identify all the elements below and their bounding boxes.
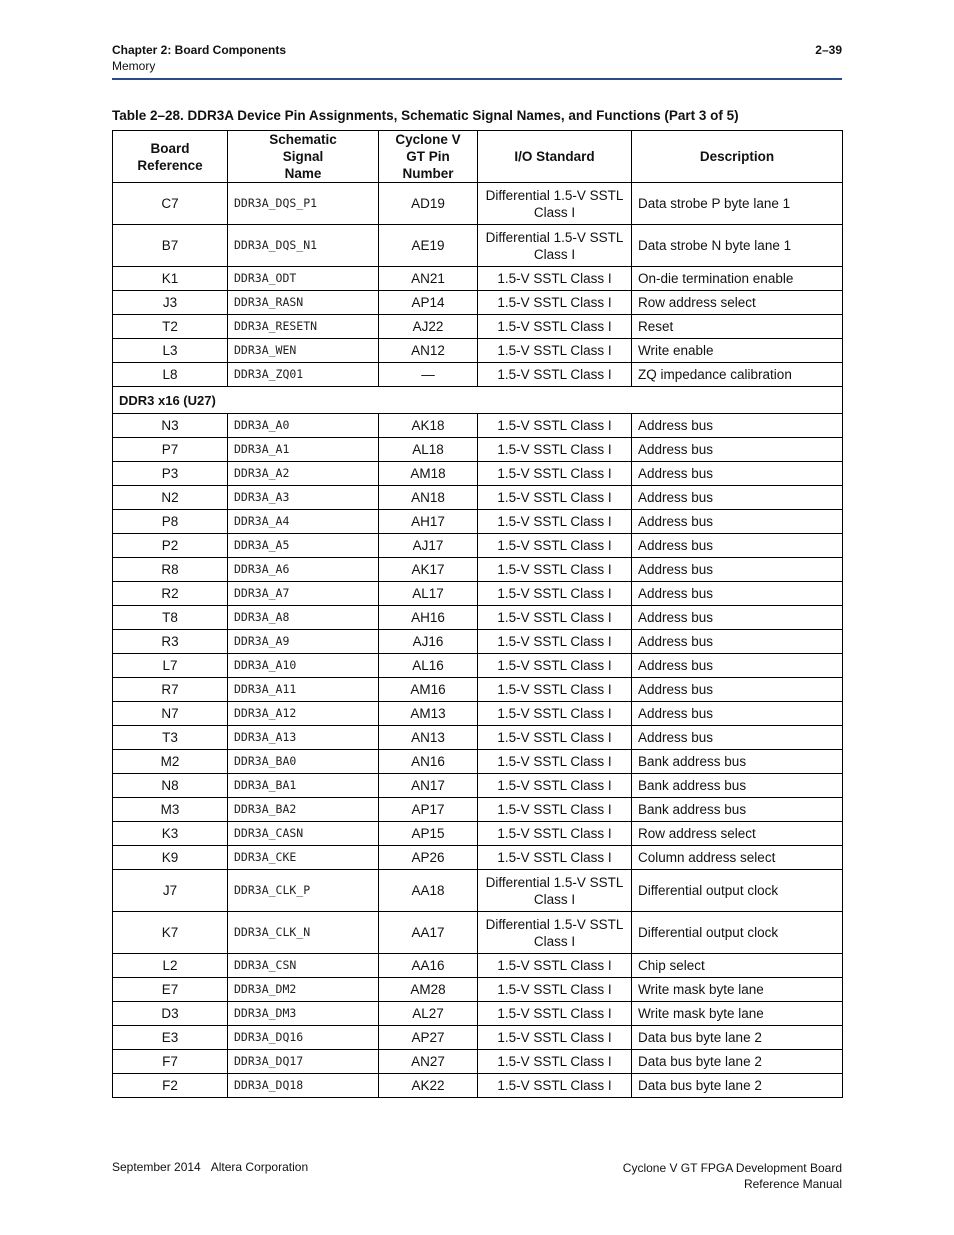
cell-io-standard: Differential 1.5-V SSTL Class I <box>478 912 632 954</box>
cell-description: Address bus <box>632 534 843 558</box>
table-group-row <box>113 387 843 414</box>
footer-doc-subtitle: Reference Manual <box>743 1177 842 1191</box>
table-row <box>113 438 843 462</box>
cell-description: Data bus byte lane 2 <box>632 1050 843 1074</box>
group-label: DDR3 x16 (U27) <box>113 387 843 414</box>
cell-signal-name: DDR3A_ZQ01 <box>228 363 379 387</box>
cell-board-reference: F2 <box>113 1074 228 1098</box>
cell-pin-number: AN13 <box>379 726 478 750</box>
cell-board-reference: N7 <box>113 702 228 726</box>
cell-io-standard: 1.5-V SSTL Class I <box>478 1050 632 1074</box>
cell-description: Data strobe P byte lane 1 <box>632 183 843 225</box>
table-row <box>113 462 843 486</box>
cell-board-reference: R7 <box>113 678 228 702</box>
cell-pin-number: AN12 <box>379 339 478 363</box>
cell-io-standard: 1.5-V SSTL Class I <box>478 1026 632 1050</box>
cell-signal-name: DDR3A_WEN <box>228 339 379 363</box>
cell-signal-name: DDR3A_DM2 <box>228 978 379 1002</box>
cell-description: Data strobe N byte lane 1 <box>632 225 843 267</box>
cell-board-reference: P2 <box>113 534 228 558</box>
cell-pin-number: AH16 <box>379 606 478 630</box>
cell-board-reference: M3 <box>113 798 228 822</box>
cell-description: Bank address bus <box>632 774 843 798</box>
cell-io-standard: 1.5-V SSTL Class I <box>478 534 632 558</box>
cell-io-standard: 1.5-V SSTL Class I <box>478 315 632 339</box>
cell-signal-name: DDR3A_A3 <box>228 486 379 510</box>
cell-io-standard: 1.5-V SSTL Class I <box>478 630 632 654</box>
cell-description: Differential output clock <box>632 870 843 912</box>
table-row <box>113 267 843 291</box>
cell-signal-name: DDR3A_A6 <box>228 558 379 582</box>
cell-pin-number: AJ22 <box>379 315 478 339</box>
cell-signal-name: DDR3A_CASN <box>228 822 379 846</box>
cell-io-standard: 1.5-V SSTL Class I <box>478 954 632 978</box>
cell-board-reference: L8 <box>113 363 228 387</box>
cell-signal-name: DDR3A_CLK_N <box>228 912 379 954</box>
cell-description: Address bus <box>632 438 843 462</box>
col-header-pin-number-text: Cyclone V GT Pin Number <box>395 132 461 181</box>
cell-description: Column address select <box>632 846 843 870</box>
cell-board-reference: E7 <box>113 978 228 1002</box>
footer-right <box>623 1160 842 1192</box>
cell-pin-number: AP27 <box>379 1026 478 1050</box>
cell-io-standard: 1.5-V SSTL Class I <box>478 774 632 798</box>
cell-signal-name: DDR3A_DM3 <box>228 1002 379 1026</box>
cell-pin-number: AK17 <box>379 558 478 582</box>
cell-description: Write mask byte lane <box>632 1002 843 1026</box>
cell-board-reference: K3 <box>113 822 228 846</box>
cell-description: Address bus <box>632 630 843 654</box>
cell-signal-name: DDR3A_CSN <box>228 954 379 978</box>
cell-pin-number: AN18 <box>379 486 478 510</box>
cell-io-standard: 1.5-V SSTL Class I <box>478 510 632 534</box>
cell-signal-name: DDR3A_A2 <box>228 462 379 486</box>
cell-description: Write enable <box>632 339 843 363</box>
cell-signal-name: DDR3A_DQ18 <box>228 1074 379 1098</box>
cell-board-reference: N2 <box>113 486 228 510</box>
cell-pin-number: AL17 <box>379 582 478 606</box>
cell-board-reference: K7 <box>113 912 228 954</box>
cell-signal-name: DDR3A_A5 <box>228 534 379 558</box>
cell-description: Address bus <box>632 678 843 702</box>
cell-signal-name: DDR3A_DQS_P1 <box>228 183 379 225</box>
table-row <box>113 510 843 534</box>
cell-pin-number: AM16 <box>379 678 478 702</box>
cell-io-standard: 1.5-V SSTL Class I <box>478 582 632 606</box>
table-row <box>113 606 843 630</box>
cell-pin-number: AP15 <box>379 822 478 846</box>
cell-pin-number: AL18 <box>379 438 478 462</box>
cell-io-standard: 1.5-V SSTL Class I <box>478 291 632 315</box>
cell-board-reference: R2 <box>113 582 228 606</box>
cell-description: Address bus <box>632 558 843 582</box>
table-row <box>113 291 843 315</box>
table-row <box>113 654 843 678</box>
cell-signal-name: DDR3A_A7 <box>228 582 379 606</box>
cell-board-reference: B7 <box>113 225 228 267</box>
cell-signal-name: DDR3A_A13 <box>228 726 379 750</box>
cell-pin-number: AH17 <box>379 510 478 534</box>
cell-signal-name: DDR3A_A1 <box>228 438 379 462</box>
cell-board-reference: J7 <box>113 870 228 912</box>
cell-description: Address bus <box>632 606 843 630</box>
cell-board-reference: F7 <box>113 1050 228 1074</box>
col-header-signal-name-text: Schematic Signal Name <box>269 132 337 181</box>
cell-io-standard: 1.5-V SSTL Class I <box>478 486 632 510</box>
cell-io-standard: 1.5-V SSTL Class I <box>478 462 632 486</box>
cell-signal-name: DDR3A_BA0 <box>228 750 379 774</box>
cell-description: Address bus <box>632 654 843 678</box>
cell-io-standard: 1.5-V SSTL Class I <box>478 1074 632 1098</box>
col-header-io-standard: I/O Standard <box>478 131 632 183</box>
cell-io-standard: 1.5-V SSTL Class I <box>478 726 632 750</box>
table-row <box>113 1002 843 1026</box>
cell-description: Reset <box>632 315 843 339</box>
cell-io-standard: 1.5-V SSTL Class I <box>478 750 632 774</box>
table-row <box>113 678 843 702</box>
table-header-row <box>113 131 843 183</box>
cell-io-standard: 1.5-V SSTL Class I <box>478 438 632 462</box>
cell-board-reference: C7 <box>113 183 228 225</box>
table-row <box>113 978 843 1002</box>
table-row <box>113 534 843 558</box>
cell-description: Address bus <box>632 462 843 486</box>
cell-io-standard: Differential 1.5-V SSTL Class I <box>478 870 632 912</box>
chapter-title: Chapter 2: Board Components <box>112 43 287 57</box>
cell-description: Write mask byte lane <box>632 978 843 1002</box>
cell-io-standard: 1.5-V SSTL Class I <box>478 1002 632 1026</box>
cell-signal-name: DDR3A_RASN <box>228 291 379 315</box>
table-row <box>113 750 843 774</box>
cell-pin-number: AM18 <box>379 462 478 486</box>
cell-description: Address bus <box>632 414 843 438</box>
cell-signal-name: DDR3A_DQ16 <box>228 1026 379 1050</box>
cell-pin-number: AP26 <box>379 846 478 870</box>
cell-signal-name: DDR3A_A10 <box>228 654 379 678</box>
table-body <box>113 183 843 1098</box>
cell-signal-name: DDR3A_A0 <box>228 414 379 438</box>
cell-description: Chip select <box>632 954 843 978</box>
cell-io-standard: 1.5-V SSTL Class I <box>478 846 632 870</box>
table-row <box>113 954 843 978</box>
cell-pin-number: AJ16 <box>379 630 478 654</box>
cell-pin-number: AJ17 <box>379 534 478 558</box>
footer-doc-title: Cyclone V GT FPGA Development Board <box>622 1161 842 1175</box>
cell-board-reference: N8 <box>113 774 228 798</box>
cell-board-reference: E3 <box>113 1026 228 1050</box>
table-row <box>113 702 843 726</box>
cell-pin-number: AP17 <box>379 798 478 822</box>
cell-board-reference: L3 <box>113 339 228 363</box>
cell-board-reference: T2 <box>113 315 228 339</box>
cell-signal-name: DDR3A_BA1 <box>228 774 379 798</box>
cell-io-standard: Differential 1.5-V SSTL Class I <box>478 183 632 225</box>
cell-pin-number: AM28 <box>379 978 478 1002</box>
cell-description: Address bus <box>632 582 843 606</box>
cell-io-standard: 1.5-V SSTL Class I <box>478 678 632 702</box>
table-caption: Table 2–28. DDR3A Device Pin Assignments, Schematic Signal Names, and Functions (Part 3 of 5) <box>112 108 739 123</box>
page-header <box>112 42 842 80</box>
table-row <box>113 558 843 582</box>
section-title: Memory <box>112 59 156 73</box>
cell-pin-number: AD19 <box>379 183 478 225</box>
cell-board-reference: J3 <box>113 291 228 315</box>
cell-pin-number: AL27 <box>379 1002 478 1026</box>
cell-board-reference: L2 <box>113 954 228 978</box>
table-row <box>113 912 843 954</box>
col-header-board-reference: Board Reference <box>113 131 228 183</box>
cell-signal-name: DDR3A_A12 <box>228 702 379 726</box>
cell-signal-name: DDR3A_CKE <box>228 846 379 870</box>
table-row <box>113 414 843 438</box>
table-row <box>113 870 843 912</box>
cell-pin-number: AN27 <box>379 1050 478 1074</box>
col-header-description: Description <box>632 131 843 183</box>
col-header-pin-number <box>379 131 478 183</box>
cell-board-reference: T8 <box>113 606 228 630</box>
footer-date: September 2014 <box>112 1160 201 1174</box>
cell-signal-name: DDR3A_A4 <box>228 510 379 534</box>
cell-signal-name: DDR3A_ODT <box>228 267 379 291</box>
footer-left <box>112 1160 308 1174</box>
cell-signal-name: DDR3A_CLK_P <box>228 870 379 912</box>
cell-pin-number: — <box>379 363 478 387</box>
table-row <box>113 183 843 225</box>
cell-io-standard: 1.5-V SSTL Class I <box>478 558 632 582</box>
cell-board-reference: R3 <box>113 630 228 654</box>
cell-pin-number: AE19 <box>379 225 478 267</box>
table-row <box>113 1026 843 1050</box>
cell-pin-number: AN17 <box>379 774 478 798</box>
table-row <box>113 798 843 822</box>
cell-pin-number: AA18 <box>379 870 478 912</box>
cell-pin-number: AL16 <box>379 654 478 678</box>
cell-description: Data bus byte lane 2 <box>632 1074 843 1098</box>
footer-company: Altera Corporation <box>210 1160 309 1174</box>
cell-io-standard: 1.5-V SSTL Class I <box>478 363 632 387</box>
cell-signal-name: DDR3A_A9 <box>228 630 379 654</box>
cell-signal-name: DDR3A_RESETN <box>228 315 379 339</box>
table-row <box>113 1074 843 1098</box>
table-row <box>113 486 843 510</box>
cell-signal-name: DDR3A_BA2 <box>228 798 379 822</box>
cell-description: On-die termination enable <box>632 267 843 291</box>
cell-io-standard: 1.5-V SSTL Class I <box>478 798 632 822</box>
cell-pin-number: AA17 <box>379 912 478 954</box>
cell-description: Bank address bus <box>632 750 843 774</box>
table-row <box>113 726 843 750</box>
cell-signal-name: DDR3A_DQS_N1 <box>228 225 379 267</box>
cell-io-standard: 1.5-V SSTL Class I <box>478 606 632 630</box>
cell-io-standard: 1.5-V SSTL Class I <box>478 978 632 1002</box>
cell-io-standard: 1.5-V SSTL Class I <box>478 414 632 438</box>
cell-io-standard: 1.5-V SSTL Class I <box>478 702 632 726</box>
table-row <box>113 225 843 267</box>
cell-pin-number: AP14 <box>379 291 478 315</box>
cell-description: Bank address bus <box>632 798 843 822</box>
table-row <box>113 846 843 870</box>
table-row <box>113 630 843 654</box>
cell-pin-number: AA16 <box>379 954 478 978</box>
cell-io-standard: 1.5-V SSTL Class I <box>478 267 632 291</box>
cell-board-reference: L7 <box>113 654 228 678</box>
cell-board-reference: D3 <box>113 1002 228 1026</box>
cell-signal-name: DDR3A_DQ17 <box>228 1050 379 1074</box>
pin-assignment-table <box>112 130 843 1098</box>
table-row <box>113 822 843 846</box>
cell-description: Address bus <box>632 702 843 726</box>
cell-board-reference: N3 <box>113 414 228 438</box>
cell-description: Row address select <box>632 291 843 315</box>
cell-description: Address bus <box>632 726 843 750</box>
cell-board-reference: M2 <box>113 750 228 774</box>
cell-description: Address bus <box>632 510 843 534</box>
cell-signal-name: DDR3A_A11 <box>228 678 379 702</box>
cell-board-reference: P3 <box>113 462 228 486</box>
table-row <box>113 774 843 798</box>
cell-io-standard: 1.5-V SSTL Class I <box>478 654 632 678</box>
cell-board-reference: P7 <box>113 438 228 462</box>
cell-board-reference: R8 <box>113 558 228 582</box>
cell-description: Address bus <box>632 486 843 510</box>
cell-description: Data bus byte lane 2 <box>632 1026 843 1050</box>
cell-pin-number: AK18 <box>379 414 478 438</box>
cell-description: Row address select <box>632 822 843 846</box>
cell-board-reference: P8 <box>113 510 228 534</box>
table-row <box>113 315 843 339</box>
table-row <box>113 582 843 606</box>
cell-pin-number: AK22 <box>379 1074 478 1098</box>
cell-board-reference: T3 <box>113 726 228 750</box>
table-row <box>113 363 843 387</box>
cell-signal-name: DDR3A_A8 <box>228 606 379 630</box>
cell-pin-number: AN21 <box>379 267 478 291</box>
cell-board-reference: K1 <box>113 267 228 291</box>
cell-board-reference: K9 <box>113 846 228 870</box>
cell-io-standard: 1.5-V SSTL Class I <box>478 339 632 363</box>
cell-description: Differential output clock <box>632 912 843 954</box>
page-number: 2–39 <box>815 43 842 57</box>
table-row <box>113 1050 843 1074</box>
cell-pin-number: AN16 <box>379 750 478 774</box>
cell-description: ZQ impedance calibration <box>632 363 843 387</box>
cell-io-standard: 1.5-V SSTL Class I <box>478 822 632 846</box>
table-row <box>113 339 843 363</box>
cell-io-standard: Differential 1.5-V SSTL Class I <box>478 225 632 267</box>
cell-pin-number: AM13 <box>379 702 478 726</box>
col-header-signal-name <box>228 131 379 183</box>
